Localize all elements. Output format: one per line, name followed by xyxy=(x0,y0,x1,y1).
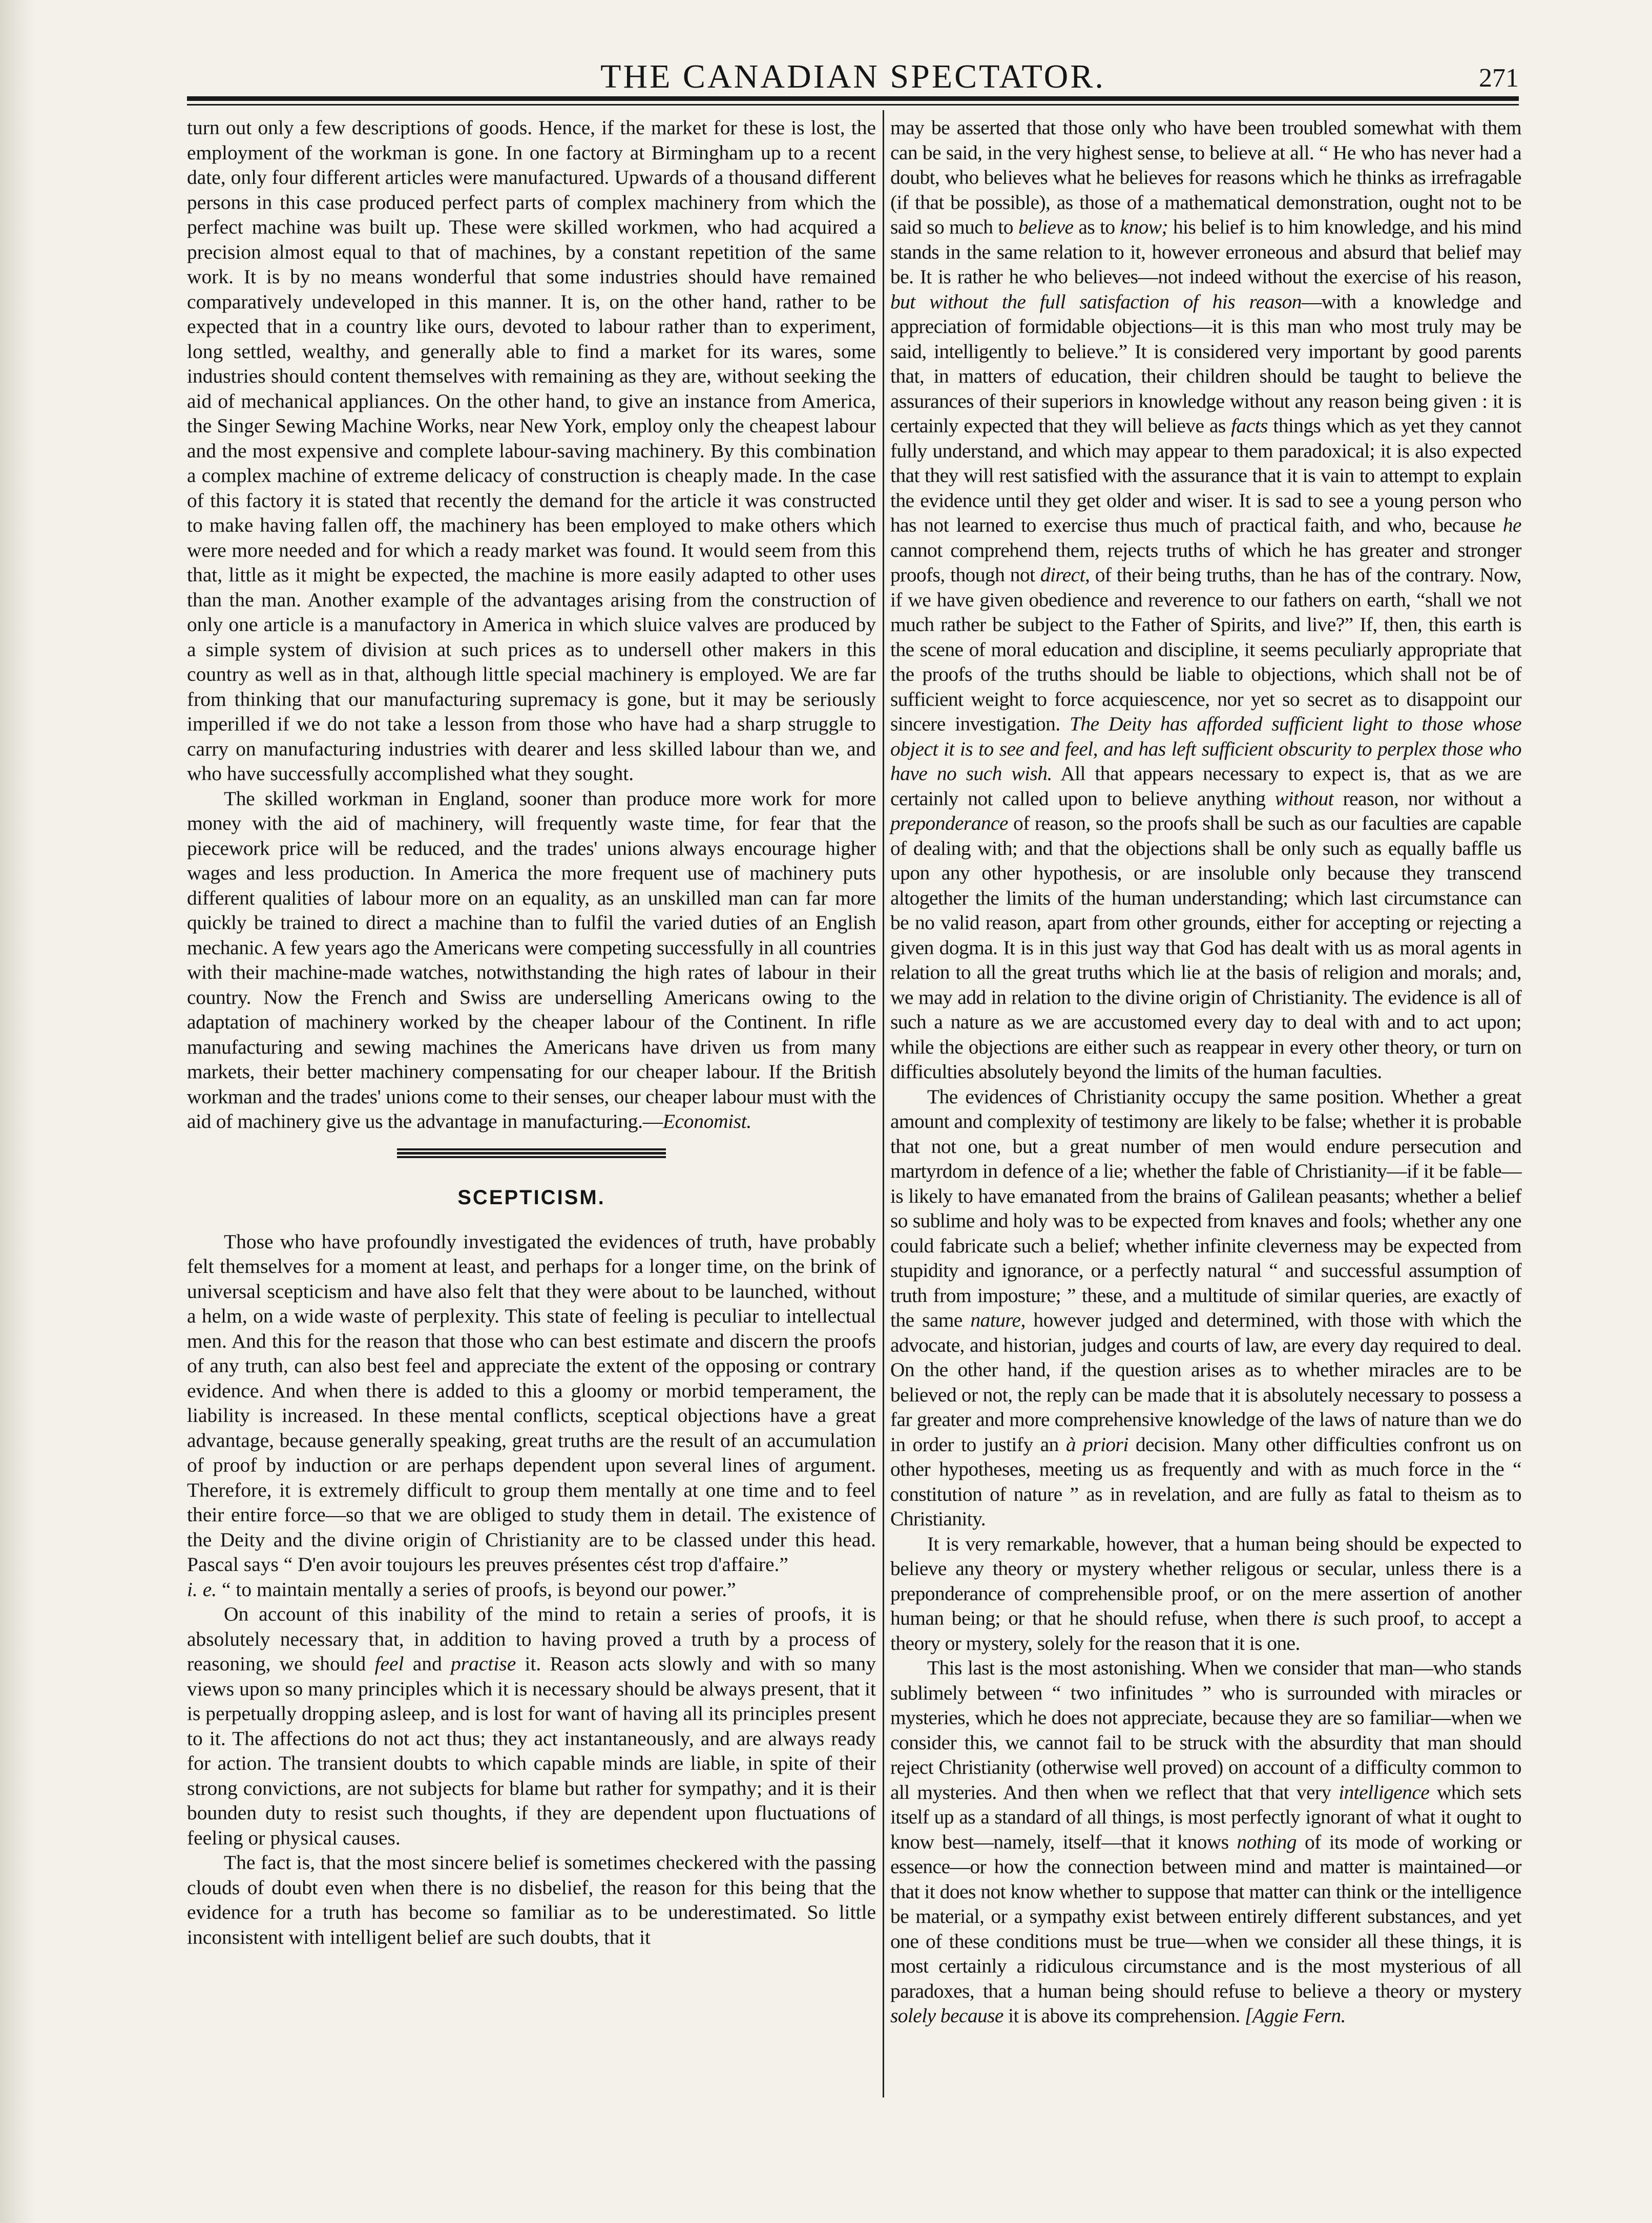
paragraph xyxy=(890,1655,1521,2028)
paragraph-text: decision. Many other difficulties confront us on other hypotheses, meeting us as frequently and with as much force in the “ constitution of nature ” as in revelation, and are fully as fatal to theism as to Christianity. xyxy=(890,1433,1521,1530)
paragraph-text: such proof, to accept a theory or mystery, solely for the reason that it is one. xyxy=(890,1607,1521,1654)
header-rule-thick xyxy=(187,96,1519,101)
paragraph-text: of reason, so the proofs shall be such as our faculties are capable of dealing with; and that the objections shall be only such as equally baffle us upon any other hypothesis, or are insoluble only because they transcend altogether the limits of the human understanding; which last circumstance can be no valid reason, apart from other grounds, either for accepting or rejecting a given dogma. It is in this just way that God has dealt with us as moral agents in relation to all the great truths which lie at the basis of religion and morals; and, we may add in relation to the divine origin of Christianity. The evidence is all of such a nature as we are accustomed every day to deal with and to act upon; while the objections are either such as reappear in every other theory, or turn on difficulties absolutely beyond the limits of the human faculties. xyxy=(890,812,1521,1083)
paragraph-text: and xyxy=(404,1652,451,1675)
column-divider xyxy=(883,110,884,2098)
section-separator xyxy=(187,1134,876,1184)
masthead-title: THE CANADIAN SPECTATOR. xyxy=(600,58,1105,95)
paragraph-text: however judged and determined, with those with which the advocate, and historian, judges and courts of law, are every day required to deal. On the other hand, if the question arises as to whether miracles are to be believed or not, the reply can be made that it is absolutely necessary to possess a far greater and more comprehensive knowledge of the laws of nature than we do in order to justify an xyxy=(890,1309,1521,1456)
paragraph-text: The skilled workman in England, sooner than produce more work for more money with the aid of machinery, will frequently waste time, for fear that the piecework price will be reduced, and the trades' unions always encourage higher wages and less production. In America the more frequent use of machinery puts different qualities of labour more on an equality, as an unskilled man can far more quickly be trained to direct a machine than to fulfil the varied duties of an English mechanic. A few years ago the Americans were competing successfully in all countries with their machine-made watches, notwithstanding the high rates of labour in their country. Now the French and Swiss are underselling Americans owing to the adaptation of machinery worked by the cheaper labour of the Continent. In rifle manufacturing and sewing machines the Americans have driven us from many markets, their better machinery compensating for our cheaper labour. If the British workman and the trades' unions come to their senses, our cheaper labour must with the aid of machinery give us the advantage in manufacturing.— xyxy=(187,787,876,1133)
italic-word: practise xyxy=(450,1652,516,1675)
header-rule-thin xyxy=(187,104,1519,106)
scan-edge-shadow xyxy=(0,0,36,2223)
paragraph-text: The evidences of Christianity occupy the same position. Whether a great amount and complexity of testimony are likely to be false; whether it is probable that not one, but a great number of men would endure persecution and martyrdom in defence of a lie; whether the fable of Christianity—if it be fable—is likely to have emanated from the brains of Galilean peasants; whether a belief so sublime and holy was to be expected from knaves and fools; whether any one could fabricate such a belief; whether infinite cleverness may be expected from stupidity and ignorance, or a perfectly natural “ and successful assumption of truth from imposture; ” these, and a multitude of similar queries, are exactly of the same xyxy=(890,1085,1521,1331)
attribution: [Aggie Fern. xyxy=(1245,2004,1346,2027)
separator-rules xyxy=(397,1148,666,1158)
italic-word: facts xyxy=(1231,414,1268,437)
paragraph xyxy=(890,1084,1521,1532)
italic-phrase: solely because xyxy=(890,2004,1003,2027)
paragraph xyxy=(187,786,876,1134)
page-header xyxy=(187,54,1519,102)
left-column xyxy=(187,115,876,1949)
italic-word: believe xyxy=(1018,216,1074,238)
italic-word: is xyxy=(1312,1607,1326,1629)
paragraph-text: It is very remarkable, however, that a human being should be expected to believe any theory or mystery whether religous or secular, unless there is a preponderance of comprehensible proof, or on the mere assertion of another human being; or that he should refuse, when there xyxy=(890,1532,1521,1629)
attribution: Economist. xyxy=(662,1110,751,1133)
italic-word: nature, xyxy=(970,1309,1026,1331)
paragraph-text: it is above its comprehension. xyxy=(1003,2004,1245,2027)
paragraph-text: of their being truths, than he has of the contrary. Now, if we have given obedience and reverence to our fathers on earth, “shall we not much rather be subject to the Father of Spirits, and live?” If, then, this earth is the scene of moral education and discipline, it seems peculiarly appropriate that the proofs of the truths should be liable to objections, which shall not be of sufficient weight to force acquiescence, nor yet so secret as to disappoint our sincere investigation. xyxy=(890,563,1521,735)
paragraph-text: may be asserted that those only who have been troubled somewhat with them can be said, in the very highest sense, to believe at all. “ He who has never had a doubt, who believes what he believes for reasons which he thinks as irrefragable (if that be possible), as those of a mathematical demonstration, ought not to be said so much to xyxy=(890,116,1521,238)
paragraph: The fact is, that the most sincere belief is sometimes checkered with the passing clouds of doubt even when there is no disbelief, the reason for this being that the evidence for a truth has become so familiar as to be underestimated. So little inconsistent with intelligent belief are such doubts, that it xyxy=(187,1851,876,1948)
paragraph-text: This last is the most astonishing. When we consider that man—who stands sublimely between “ two infinitudes ” who is surrounded with miracles or mysteries, which he does not appreciate, because they are so familiar—when we consider this, we cannot fail to be struck with the absurdity that man should reject Christianity (otherwise well proved) on account of a difficulty common to all mysteries. And then when we reflect that that very xyxy=(890,1656,1521,1803)
section-title: SCEPTICISM. xyxy=(457,1186,605,1209)
right-column xyxy=(890,115,1521,2028)
paragraph: turn out only a few descriptions of goods. Hence, if the market for these is lost, the employment of the workman is gone. In one factory at Birmingham up to a recent date, only four different articles were manufactured. Upwards of a thousand different persons in this case produced perfect parts of complex machinery from which the perfect machine was built up. These were skilled workmen, who had acquired a precision almost equal to that of machines, by a constant repetition of the same work. It is by no means wonderful that some industries should have remained comparatively undeveloped in this manner. It is, on the other hand, rather to be expected that in a country like ours, devoted to labour rather than to experiment, long settled, wealthy, and generally able to find a market for its wares, some industries should content themselves with remaining as they are, without seeking the aid of mechanical appliances. On the other hand, to give an instance from America, the Singer Sewing Machine Works, near New York, employ only the cheapest labour and the most expensive and complete labour-saving machinery. By this combination a complex machine of extreme delicacy of construction is cheaply made. In the case of this factory it is stated that recently the demand for the article it was constructed to make having fallen off, the machinery has been employed to make others which were more needed and for which a ready market was found. It would seem from this that, little as it might be expected, the machine is more easily adapted to other uses than the man. Another example of the advantages arising from the construction of only one article is a manufactory in America in which sluice valves are produced by a simple system of division at such prices as to undersell other makers in this country as well as in that, although little special machinery is employed. We are far from thinking that our manufacturing supremacy is gone, but it may be seriously imperilled if we do not take a lesson from those who have had a sharp struggle to carry on manufacturing industries with dearer and less skilled labour than we, and who have successfully accomplished what they sought. xyxy=(187,116,876,785)
paragraph-text: Those who have profoundly investigated the evidences of truth, have probably felt themselves for a moment at least, and perhaps for a longer time, on the brink of universal scepticism and have also felt that they were about to be launched, without a helm, on a wide waste of perplexity. This state of feeling is peculiar to intellectual men. And this for the reason that those who can best estimate and discern the proofs of any truth, can also best feel and appreciate the extent of the opposing or contrary evidence. And when there is added to this a gloomy or morbid temperament, the liability is increased. In these mental conflicts, sceptical objections have a great advantage, because generally speaking, great truths are the result of an accumulation of proof by induction or are perhaps dependent upon several lines of argument. Therefore, it is extremely difficult to group them mentally at one time and to feel their entire force—so that we are obliged to study them in detail. The existence of the Deity and the divine origin of Christianity are to be classed under this head. Pascal says “ D'en avoir toujours les preuves présentes cést trop d'affaire.” xyxy=(187,1230,876,1576)
paragraph-text: which sets itself up as a standard of all things, is most perfectly ignorant of what it ought to know best—namely, itself—that it knows xyxy=(890,1780,1521,1853)
italic-phrase: but without the full satisfaction of his reason xyxy=(890,290,1302,313)
paragraph xyxy=(890,1532,1521,1656)
italic-word: direct, xyxy=(1040,563,1090,586)
paragraph-text: his belief is to him knowledge, and his mind stands in the same relation to it, however erroneous and absurd that belief may be. It is rather he who believes—not indeed without the exercise of his reason, xyxy=(890,216,1521,288)
italic-word: preponderance xyxy=(890,812,1008,834)
italic-word: intelligence xyxy=(1339,1780,1430,1803)
italic-phrase: à priori xyxy=(1065,1433,1128,1456)
paragraph-text: “ to maintain mentally a series of proofs, is beyond our power.” xyxy=(217,1578,736,1601)
paragraph-text: cannot comprehend them, rejects truths of which he has greater and stronger proofs, though not xyxy=(890,538,1521,586)
paragraph xyxy=(187,1229,876,1602)
italic-word: without xyxy=(1274,787,1334,810)
italic-phrase: The Deity has afforded sufficient light to those whose object it is to see and feel, and has left sufficient obscurity to perplex those who have no such wish. xyxy=(890,712,1522,785)
italic-word: know; xyxy=(1120,216,1168,238)
paragraph xyxy=(187,1602,876,1850)
paragraph-text: reason, nor without a xyxy=(1333,787,1522,810)
paragraph-text: things which as yet they cannot fully understand, and which may appear to them paradoxical; it is also expected that they will rest satisfied with the assurance that it is vain to attempt to explain the evidence until they get older and wiser. It is sad to see a young person who has not learned to exercise thus much of practical faith, and who, because xyxy=(890,414,1521,536)
italic-word: nothing xyxy=(1237,1830,1297,1853)
paragraph-text: —with a knowledge and appreciation of formidable objections—it is this man who most truly may be said, intelligently to believe.” It is considered very important by good parents that, in matters of education, their children should be taught to believe the assurances of their superiors in knowledge without any reason being given : it is certainly expected that they will believe as xyxy=(890,290,1521,437)
paragraph-text: of its mode of working or essence—or how the connection between mind and matter is maintained—or that it does not know whether to suppose that matter can think or the intelligence be material, or a sympathy exist between entirely different substances, and yet one of these conditions must be true—when we consider all these things, it is most certainly a ridiculous circumstance and is the most mysterious of all paradoxes, that a human being should refuse to believe a theory or mystery xyxy=(890,1830,1522,2002)
paragraph-text: as to xyxy=(1073,216,1120,238)
paragraph-text: All that appears necessary to expect is, that as we are certainly not called upon to believe anything xyxy=(890,762,1521,810)
page-number: 271 xyxy=(1479,64,1519,93)
italic-word: feel xyxy=(374,1652,404,1675)
paragraph-text: On account of this inability of the mind to retain a series of proofs, it is absolutely necessary that, in addition to having proved a truth by a process of reasoning, we should xyxy=(187,1603,876,1675)
italic-word: he xyxy=(1502,514,1521,536)
paragraph xyxy=(890,115,1521,1084)
italic-abbreviation: i. e. xyxy=(187,1578,217,1601)
paragraph-text: it. Reason acts slowly and with so many views upon so many principles which it is necessary should be always present, that it is perpetually dropping asleep, and is lost for want of having all its principles present to it. The affections do not act thus; they act instantaneously, and are always ready for action. The transient doubts to which capable minds are liable, in spite of their strong convictions, are not subjects for blame but rather for sympathy; and it is their bounden duty to resist such thoughts, if they are dependent upon fluctuations of feeling or physical causes. xyxy=(187,1652,876,1849)
